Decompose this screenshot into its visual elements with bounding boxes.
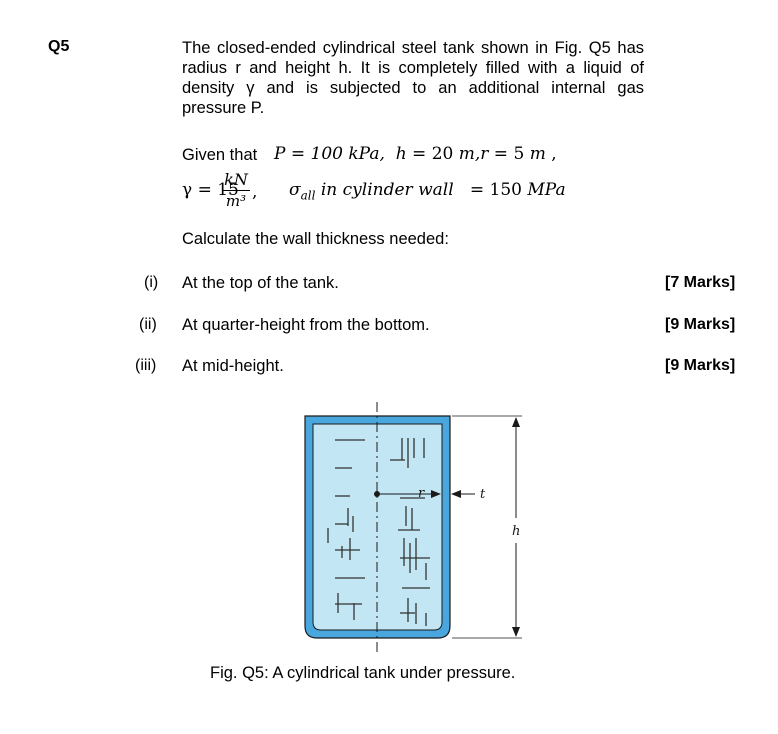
fraction-comma: , (252, 182, 258, 202)
var-P: P (274, 144, 286, 164)
question-text: The closed-ended cylindrical steel tank shown in Fig. Q5 has radius r and height h. It is completely filled with a liquid of density γ and is subjected to an additional internal gas pressure P. (182, 39, 644, 117)
var-h: h (395, 144, 407, 164)
allowable-stress (289, 180, 566, 202)
h-unit: m (458, 144, 475, 164)
part-i-marks: [7 Marks] (665, 274, 736, 291)
part-iii-number: (iii) (135, 357, 157, 374)
part-ii-marks: [9 Marks] (665, 316, 736, 333)
given-line-2 (182, 170, 602, 216)
fraction-denominator: m³ (225, 192, 247, 210)
figure-caption: Fig. Q5: A cylindrical tank under pressure. (210, 664, 516, 682)
part-iii-marks: [9 Marks] (665, 357, 736, 374)
radius-label: r (418, 486, 425, 501)
wall-text: in cylinder wall (315, 180, 454, 200)
eq-1: = (285, 144, 311, 164)
part-i-text: At the top of the tank. (182, 274, 339, 292)
eq-2: = 20 (406, 144, 459, 164)
instruction-text: Calculate the wall thickness needed: (182, 230, 449, 248)
question-paragraph (182, 38, 644, 118)
eq-3: = 5 (488, 144, 530, 164)
pressure-value: 100 kPa, (310, 144, 385, 164)
tank-figure (290, 398, 540, 662)
center-point (374, 491, 380, 497)
height-label: h (512, 524, 521, 539)
end-comma: , (545, 144, 557, 164)
var-r: ,r (474, 144, 489, 164)
part-ii-number: (ii) (139, 316, 157, 333)
gamma-value: γ = 15 (182, 180, 239, 200)
given-line-1 (274, 144, 557, 164)
sigma-symbol: σ (289, 180, 301, 200)
thickness-label: t (480, 487, 486, 502)
stress-unit: MPa (527, 180, 566, 200)
r-unit: m (529, 144, 546, 164)
given-label: Given that (182, 146, 258, 164)
unit-fraction (222, 170, 250, 211)
part-iii-text: At mid-height. (182, 357, 284, 375)
stress-eq: = 150 (464, 180, 528, 200)
fraction-numerator: kN (222, 170, 250, 191)
sigma-subscript: all (300, 188, 316, 203)
part-i-number: (i) (144, 274, 159, 291)
question-number: Q5 (48, 38, 70, 55)
part-ii-text: At quarter-height from the bottom. (182, 316, 430, 334)
